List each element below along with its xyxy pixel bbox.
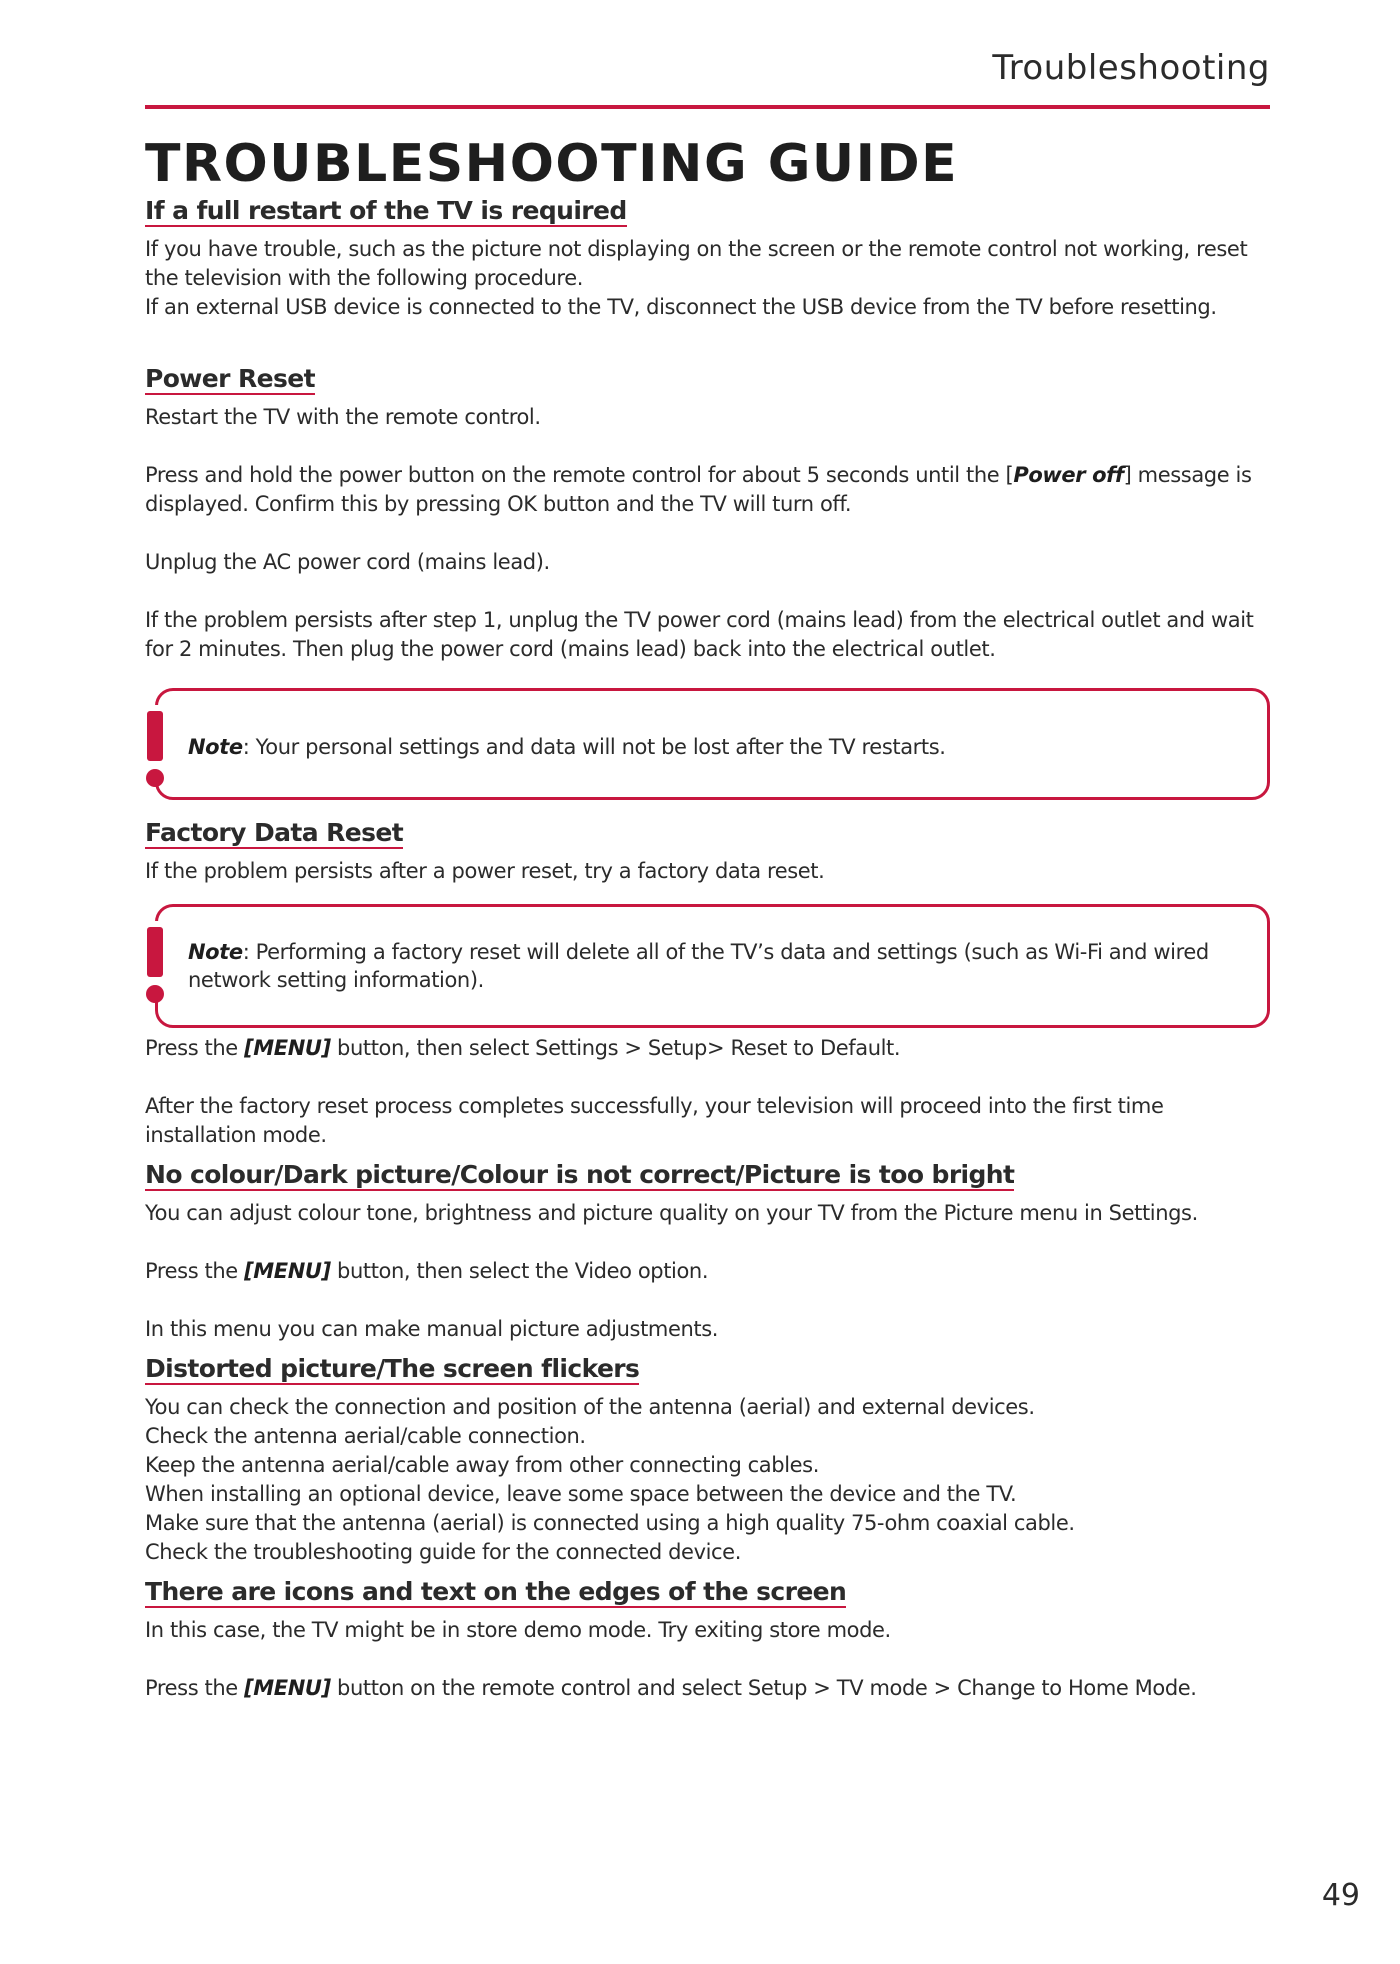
list-item: Check the troubleshooting guide for the connected device. — [145, 1540, 741, 1564]
note-text: Note: Performing a factory reset will delete all of the TV’s data and settings (such as Wi-Fi and wired network setting information). — [188, 940, 1209, 992]
list-item: Make sure that the antenna (aerial) is connected using a high quality 75-ohm coaxial cable. — [145, 1511, 1075, 1535]
line-list — [145, 1393, 1270, 1567]
exclamation-icon — [146, 711, 164, 787]
section-colour — [145, 1160, 1270, 1344]
paragraph: Press the [MENU] button on the remote control and select Setup > TV mode > Change to Home Mode. — [145, 1676, 1197, 1700]
exclamation-icon — [146, 927, 164, 1003]
paragraph: You can adjust colour tone, brightness and picture quality on your TV from the Picture menu in Settings. — [145, 1201, 1198, 1225]
section-distorted — [145, 1354, 1270, 1567]
list-item: When installing an optional device, leave some space between the device and the TV. — [145, 1482, 1017, 1506]
emphasis: [MENU] — [244, 1036, 331, 1060]
paragraph: In this case, the TV might be in store demo mode. Try exiting store mode. — [145, 1618, 891, 1642]
paragraph: Press the [MENU] button, then select the Video option. — [145, 1259, 709, 1283]
note-box — [155, 688, 1270, 800]
section-heading-factory-reset: Factory Data Reset — [145, 818, 404, 847]
paragraph: In this menu you can make manual picture adjustments. — [145, 1317, 719, 1341]
running-header: Troubleshooting — [992, 48, 1270, 88]
paragraph: If the problem persists after a power reset, try a factory data reset. — [145, 859, 825, 883]
list-item: Check the antenna aerial/cable connection. — [145, 1424, 586, 1448]
page-title: TROUBLESHOOTING GUIDE — [145, 134, 959, 194]
section-power-reset — [145, 364, 1270, 800]
list-item: Keep the antenna aerial/cable away from other connecting cables. — [145, 1453, 819, 1477]
emphasis: [MENU] — [244, 1259, 331, 1283]
page-number: 49 — [1321, 1878, 1360, 1913]
paragraph: If the problem persists after step 1, unplug the TV power cord (mains lead) from the electrical outlet and wait for 2 minutes. Then plug the power cord (mains lead) back into the electrical outlet. — [145, 608, 1254, 661]
section-heading-restart: If a full restart of the TV is required — [145, 196, 627, 225]
section-icons — [145, 1577, 1270, 1703]
section-factory-reset — [145, 818, 1270, 1150]
emphasis: Power off — [1013, 463, 1124, 487]
section-heading-icons: There are icons and text on the edges of the screen — [145, 1577, 847, 1606]
note-box — [155, 904, 1270, 1028]
emphasis: [MENU] — [244, 1676, 331, 1700]
paragraph: Press and hold the power button on the remote control for about 5 seconds until the [Power off] message is displayed. Confirm this by pressing OK button and the TV will turn off. — [145, 463, 1252, 516]
paragraph: If an external USB device is connected to the TV, disconnect the USB device from the TV before resetting. — [145, 295, 1217, 319]
paragraph: If you have trouble, such as the picture not displaying on the screen or the remote control not working, reset the television with the following procedure. — [145, 237, 1248, 290]
list-item: You can check the connection and position of the antenna (aerial) and external devices. — [145, 1395, 1035, 1419]
paragraph: Press the [MENU] button, then select Settings > Setup> Reset to Default. — [145, 1036, 901, 1060]
document-body — [145, 196, 1270, 1703]
note-text: Note: Your personal settings and data will not be lost after the TV restarts. — [188, 735, 946, 759]
paragraph: Restart the TV with the remote control. — [145, 405, 541, 429]
section-restart — [145, 196, 1270, 322]
section-heading-distorted: Distorted picture/The screen flickers — [145, 1354, 640, 1383]
section-heading-power-reset: Power Reset — [145, 364, 315, 393]
header-rule — [145, 105, 1270, 109]
section-heading-colour: No colour/Dark picture/Colour is not correct/Picture is too bright — [145, 1160, 1015, 1189]
paragraph: After the factory reset process completes successfully, your television will proceed into the first time installation mode. — [145, 1094, 1164, 1147]
paragraph: Unplug the AC power cord (mains lead). — [145, 550, 550, 574]
